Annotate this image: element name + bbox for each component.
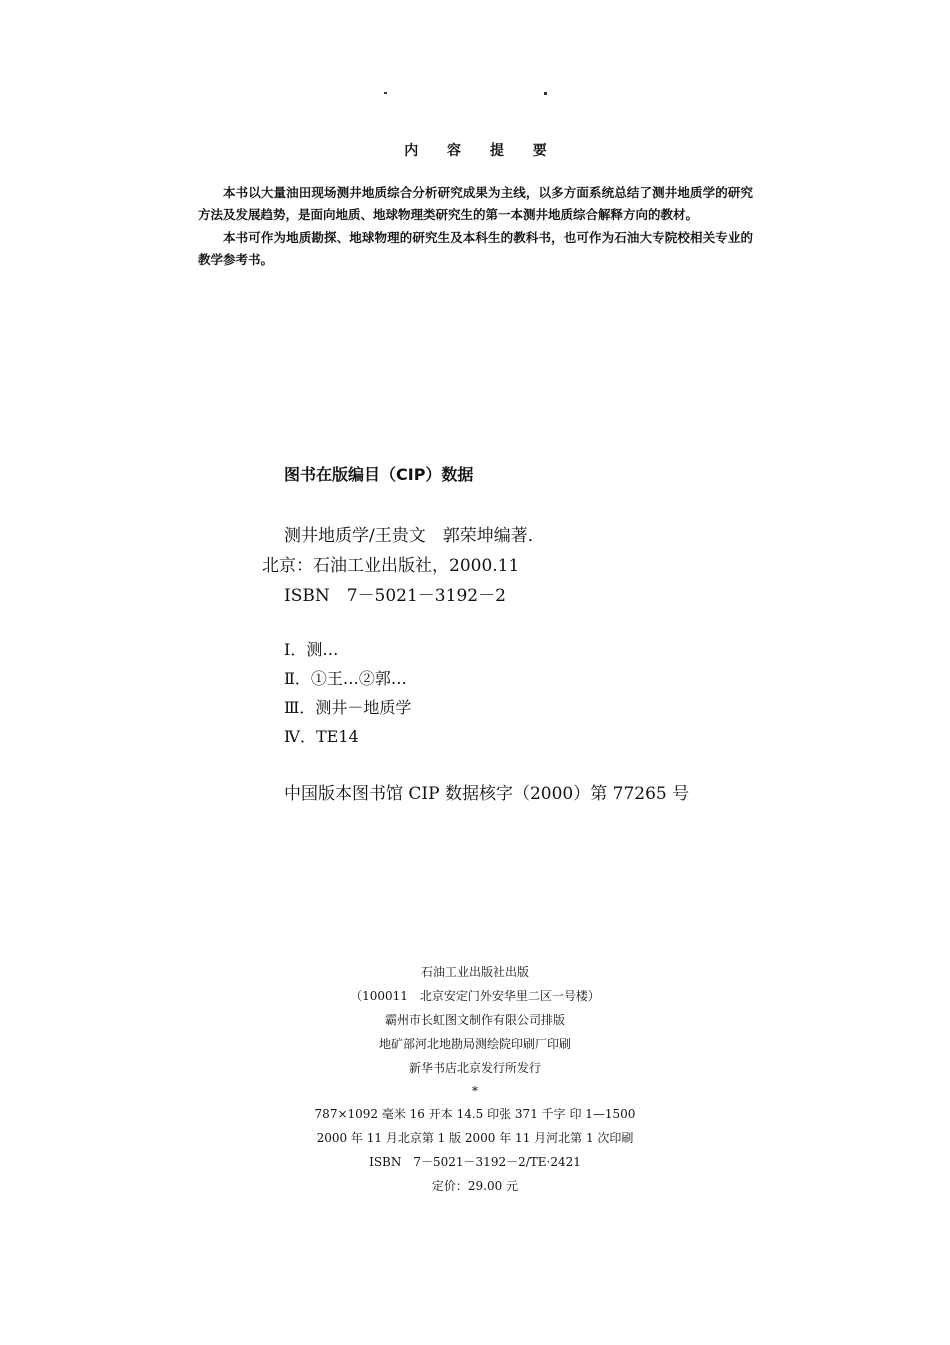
cip-title-line: 测井地质学/王贵文 郭荣坤编著． [284, 526, 545, 546]
colophon-spec-line: 787×1092 毫米 16 开本 14.5 印张 371 千字 印 1—1500 [314, 1107, 636, 1121]
cip-classification-item: Ⅳ．TE14 [284, 727, 359, 746]
cip-classification-list [284, 635, 744, 751]
colophon-spec-line: ISBN 7－5021－3192－2/TE·2421 [369, 1155, 581, 1169]
colophon-line: 地矿部河北地勘局测绘院印刷厂印刷 [378, 1037, 571, 1051]
colophon-separator: * [472, 1084, 478, 1098]
cip-isbn-line: ISBN 7－5021－3192－2 [284, 586, 506, 606]
cip-data-section [262, 462, 744, 804]
abstract-paragraph: 本书可作为地质勘探、地球物理的研究生及本科生的教科书，也可作为石油大专院校相关专业的教学参考书。 [198, 230, 753, 267]
colophon-price: 定价：29.00 元 [431, 1179, 519, 1193]
cip-heading: 图书在版编目（CIP）数据 [284, 465, 474, 484]
abstract-paragraph: 本书以大量油田现场测井地质综合分析研究成果为主线，以多方面系统总结了测井地质学的研究方法及发展趋势，是面向地质、地球物理类研究生的第一本测井地质综合解释方向的教材。 [198, 185, 753, 222]
colophon-line: （100011 北京安定门外安华里二区一号楼） [350, 989, 600, 1003]
abstract-section [198, 140, 753, 271]
colophon-line: 霸州市长虹图文制作有限公司排版 [384, 1013, 565, 1027]
cip-certificate-number: 中国版本图书馆 CIP 数据核字（2000）第 77265 号 [284, 784, 690, 804]
colophon-line: 石油工业出版社出版 [420, 965, 529, 979]
cip-classification-item: Ⅰ．测… [284, 640, 339, 659]
abstract-title: 内 容 提 要 [404, 143, 559, 159]
colophon-line: 新华书店北京发行所发行 [408, 1061, 541, 1075]
cip-publisher-line: 北京：石油工业出版社，2000.11 [262, 556, 520, 576]
cip-classification-item: Ⅱ．①王…②郭… [284, 669, 407, 688]
colophon-section [290, 960, 660, 1198]
cip-classification-item: Ⅲ．测井－地质学 [284, 698, 412, 717]
colophon-spec-line: 2000 年 11 月北京第 1 版 2000 年 11 月河北第 1 次印刷 [316, 1131, 634, 1145]
